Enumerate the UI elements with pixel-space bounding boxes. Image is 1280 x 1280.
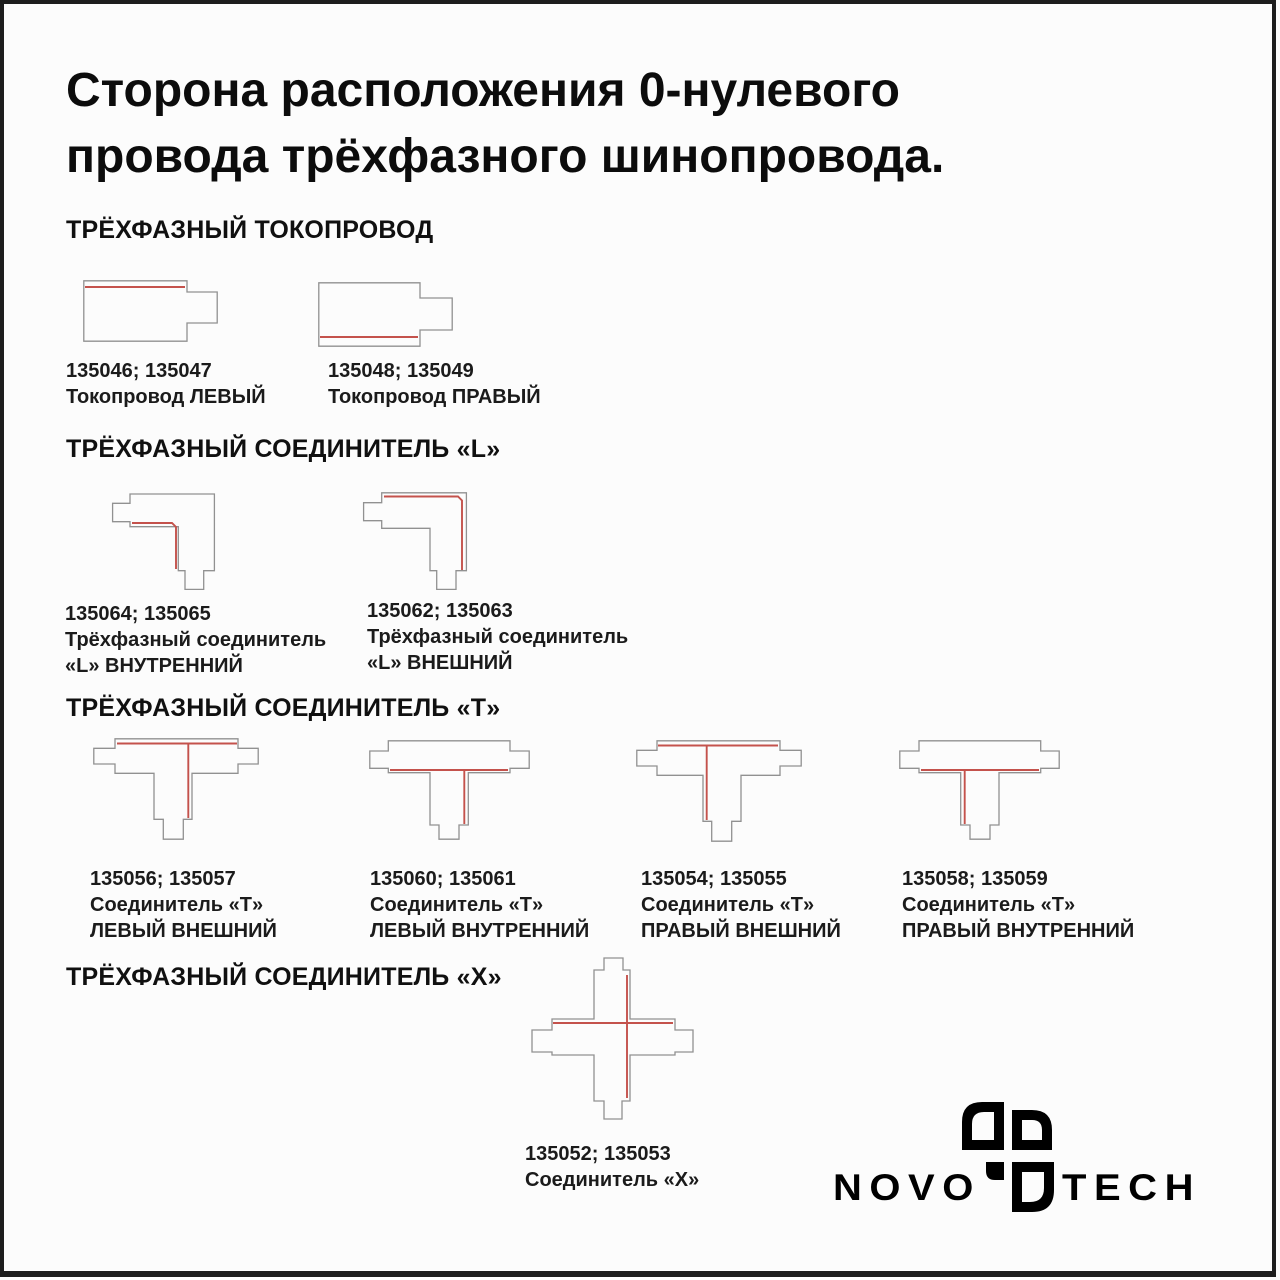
- logo-text-tech: TECH: [1062, 1167, 1202, 1208]
- t-connector-right-outer-drawing: [636, 740, 802, 842]
- page-title-line1: Сторона расположения 0-нулевого: [66, 64, 900, 117]
- product-ids: 135052; 135053: [525, 1143, 671, 1165]
- l-connector-inner-label: [65, 601, 326, 679]
- product-variant: «L» ВНУТРЕННИЙ: [65, 655, 243, 677]
- power-feed-right-drawing: [318, 282, 453, 347]
- product-name: Соединитель «Х»: [525, 1169, 700, 1191]
- product-ids: 135060; 135061: [370, 868, 516, 890]
- product-ids: 135048; 135049: [328, 360, 474, 382]
- product-name: Трёхфазный соединитель: [367, 626, 629, 648]
- l-connector-outer-label: [367, 598, 628, 676]
- product-ids: 135054; 135055: [641, 868, 787, 890]
- page-title: [66, 58, 1186, 190]
- product-variant: ЛЕВЫЙ ВНЕШНИЙ: [90, 920, 277, 942]
- power-feed-left-drawing: [83, 280, 218, 342]
- product-name: Токопровод ЛЕВЫЙ: [66, 386, 266, 408]
- product-name: Токопровод ПРАВЫЙ: [328, 386, 541, 408]
- logo-text-novo: NOVO: [833, 1167, 981, 1208]
- l-connector-inner-drawing: [112, 492, 215, 590]
- t-connector-left-outer-label: [90, 866, 277, 944]
- product-name: Соединитель «Т»: [370, 894, 544, 916]
- product-ids: 135064; 135065: [65, 603, 211, 625]
- product-ids: 135062; 135063: [367, 600, 513, 622]
- novotech-flower-icon: [958, 1098, 1058, 1216]
- product-name: Соединитель «Т»: [641, 894, 815, 916]
- section-heading-l-connector: ТРЁХФАЗНЫЙ СОЕДИНИТЕЛЬ «L»: [66, 435, 501, 463]
- t-connector-left-inner-label: [370, 866, 589, 944]
- product-variant: «L» ВНЕШНИЙ: [367, 652, 513, 674]
- t-connector-right-outer-label: [641, 866, 841, 944]
- t-connector-right-inner-drawing: [899, 740, 1060, 840]
- product-name: Соединитель «Т»: [90, 894, 264, 916]
- product-ids: 135058; 135059: [902, 868, 1048, 890]
- product-ids: 135046; 135047: [66, 360, 212, 382]
- power-feed-right-label: [328, 358, 541, 410]
- x-connector-drawing: [530, 956, 695, 1119]
- section-heading-power-feed: ТРЁХФАЗНЫЙ ТОКОПРОВОД: [66, 216, 434, 244]
- x-connector-label: [525, 1141, 699, 1193]
- t-connector-left-outer-drawing: [93, 738, 259, 840]
- t-connector-left-inner-drawing: [369, 740, 530, 840]
- section-heading-x-connector: ТРЁХФАЗНЫЙ СОЕДИНИТЕЛЬ «Х»: [66, 963, 502, 991]
- page-title-line2: провода трёхфазного шинопровода.: [66, 129, 945, 183]
- l-connector-outer-drawing: [363, 492, 467, 590]
- product-name: Соединитель «Т»: [902, 894, 1076, 916]
- t-connector-right-inner-label: [902, 866, 1134, 944]
- product-variant: ПРАВЫЙ ВНУТРЕННИЙ: [902, 920, 1135, 942]
- product-variant: ЛЕВЫЙ ВНУТРЕННИЙ: [370, 920, 590, 942]
- product-variant: ПРАВЫЙ ВНЕШНИЙ: [641, 920, 841, 942]
- section-heading-t-connector: ТРЁХФАЗНЫЙ СОЕДИНИТЕЛЬ «Т»: [66, 694, 501, 722]
- power-feed-left-label: [66, 358, 266, 410]
- product-ids: 135056; 135057: [90, 868, 236, 890]
- product-name: Трёхфазный соединитель: [65, 629, 327, 651]
